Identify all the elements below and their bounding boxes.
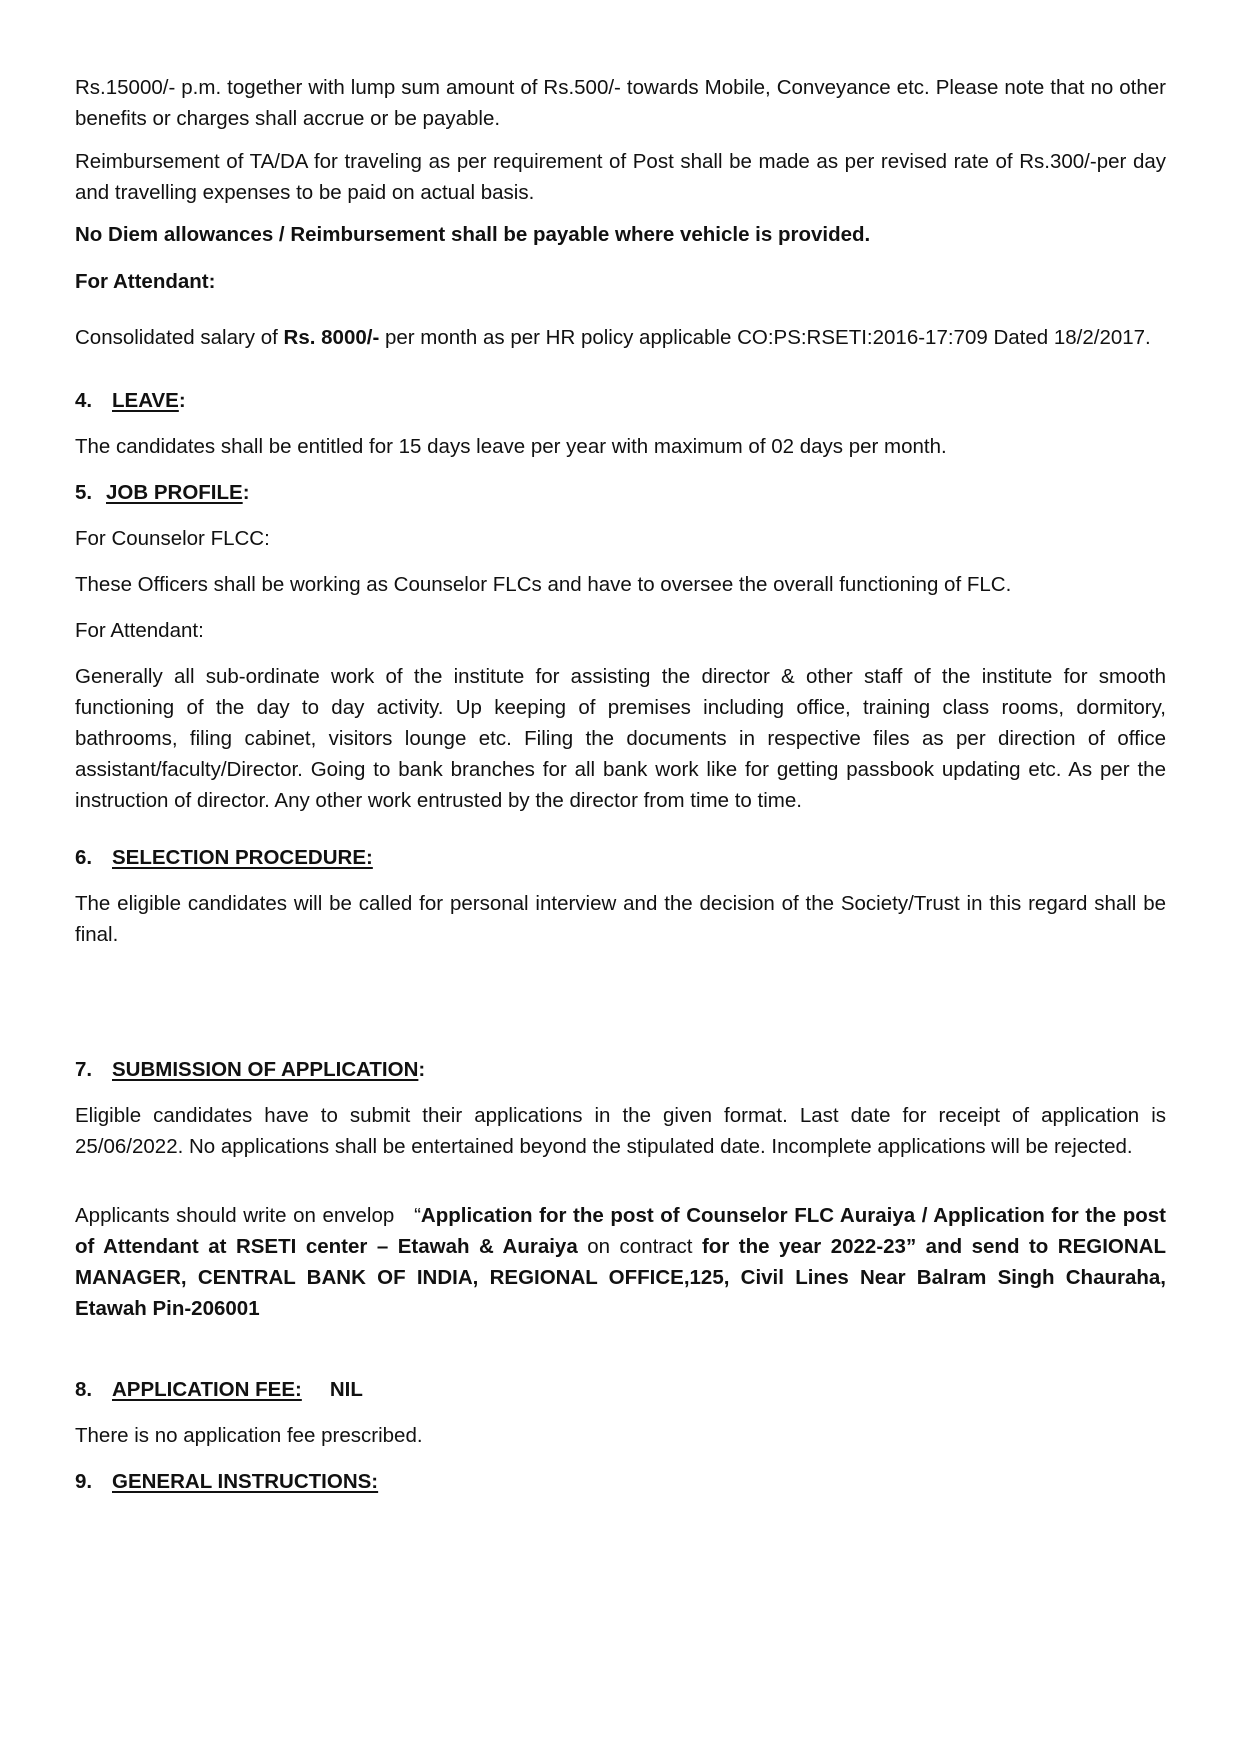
section-colon: : — [242, 481, 250, 504]
attendant-heading: For Attendant: — [75, 270, 216, 293]
no-diem-note: No Diem allowances / Reimbursement shall be payable where vehicle is provided. — [75, 223, 871, 246]
section-heading-general — [75, 1466, 1166, 1497]
attendant-salary-pre: Consolidated salary of — [75, 326, 284, 349]
section-number: 5. — [75, 481, 93, 504]
selection-paragraph: The eligible candidates will be called for personal interview and the decision of the Society/Trust in this regard shall be final. — [75, 892, 1166, 946]
section-title: SUBMISSION OF APPLICATION — [112, 1058, 419, 1081]
section-colon: : — [418, 1058, 426, 1081]
section-title: JOB PROFILE — [106, 481, 243, 504]
section-number: 7. — [75, 1058, 93, 1081]
counselor-label: For Counselor FLCC: — [75, 527, 270, 550]
attendant-salary-paragraph — [75, 322, 1166, 353]
section-number: 6. — [75, 846, 93, 869]
section-number: 8. — [75, 1378, 93, 1401]
attendant-duties-paragraph: Generally all sub-ordinate work of the institute for assisting the director & other staff of the institute for smooth functioning of the day to day activity. Up keeping of premises including office, training class rooms, dormitory, bathrooms, filing cabinet, visitors lounge etc. Filing the documents in respective files as per direction of office assistant/faculty/Director. Going to bank branches for all bank work like for getting passbook updating etc. As per the instruction of director. Any other work entrusted by the director from time to time. — [75, 665, 1166, 812]
attendant-salary-post: per month as per HR policy applicable CO:PS:RSETI:2016-17:709 Dated 18/2/2017. — [379, 326, 1151, 349]
submission-paragraph: Eligible candidates have to submit their applications in the given format. Last date for receipt of application is 25/06/2022. No applications shall be entertained beyond the stipulated date. Incomplete applications will be rejected. — [75, 1104, 1166, 1158]
tada-paragraph: Reimbursement of TA/DA for traveling as per requirement of Post shall be made as per revised rate of Rs.300/-per day and travelling expenses to be paid on actual basis. — [75, 150, 1166, 204]
salary-paragraph: Rs.15000/- p.m. together with lump sum amount of Rs.500/- towards Mobile, Conveyance etc. Please note that no other benefits or charges shall accrue or be payable. — [75, 76, 1166, 130]
envelope-address: for the year 2022-23” and send to REGIONAL MANAGER, CENTRAL BANK OF INDIA, REGIONAL OFFICE,125, Civil Lines Near Balram Singh Chauraha, Etawah Pin-206001 — [75, 1235, 1167, 1320]
fee-value: NIL — [329, 1378, 363, 1401]
section-colon: : — [178, 389, 186, 412]
section-heading-fee — [75, 1374, 1166, 1405]
counselor-paragraph: These Officers shall be working as Counselor FLCs and have to oversee the overall functioning of FLC. — [75, 573, 1012, 596]
section-number: 9. — [75, 1470, 93, 1493]
section-heading-leave — [75, 385, 1166, 416]
leave-paragraph: The candidates shall be entitled for 15 days leave per year with maximum of 02 days per month. — [75, 435, 947, 458]
envelope-mid: on contract — [577, 1235, 702, 1258]
section-title: LEAVE — [112, 389, 179, 412]
section-heading-selection — [75, 842, 1166, 873]
section-number: 4. — [75, 389, 93, 412]
envelope-instruction-paragraph — [75, 1200, 1166, 1324]
fee-paragraph: There is no application fee prescribed. — [75, 1424, 423, 1447]
section-title: APPLICATION FEE: — [112, 1378, 302, 1401]
section-heading-job-profile — [75, 477, 1166, 508]
section-title: SELECTION PROCEDURE: — [112, 846, 373, 869]
attendant-label: For Attendant: — [75, 619, 204, 642]
envelope-pre: Applicants should write on envelop “ — [75, 1204, 421, 1227]
section-heading-submission — [75, 1054, 1166, 1085]
attendant-salary-amount: Rs. 8000/- — [283, 326, 380, 349]
envelope-title: Application for the post of Counselor FLC Auraiya / Application for the post of Attendant at RSETI center – Etawah & Auraiya — [75, 1204, 1166, 1258]
section-title: GENERAL INSTRUCTIONS: — [112, 1470, 379, 1493]
